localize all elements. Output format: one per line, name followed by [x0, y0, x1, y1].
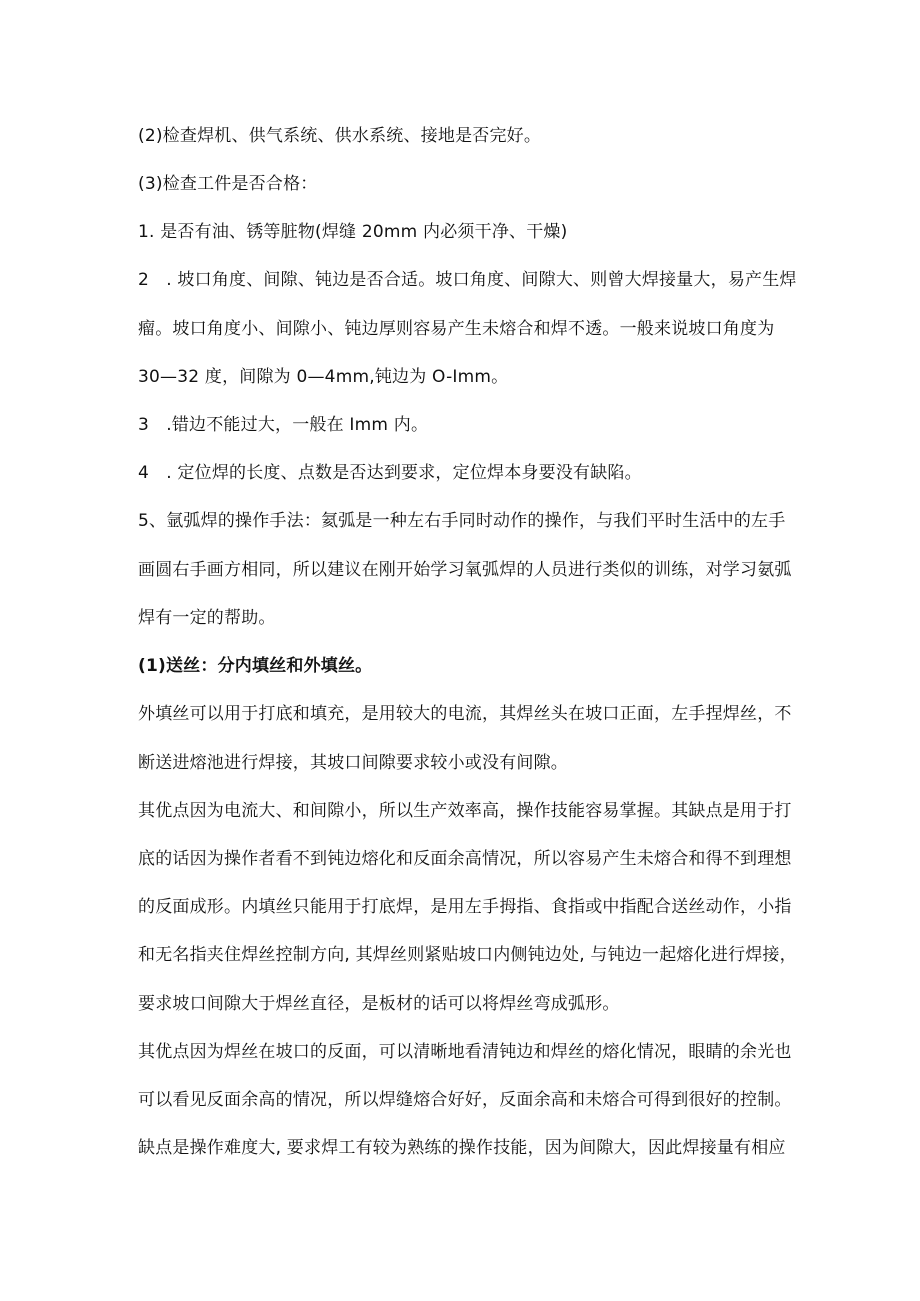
- text-line-internal-advantages-cont: 可以看见反面余高的情况，所以焊缝熔合好好，反面余高和未熔合可得到很好的控制。: [138, 1090, 792, 1110]
- text-line-internal-fill: 的反面成形。内填丝只能用于打底焊，是用左手拇指、食指或中指配合送丝动作，小指: [138, 897, 792, 917]
- subheading-wire-feed: (1)送丝：分内填丝和外填丝。: [138, 656, 373, 676]
- text-line-item-1: 1. 是否有油、锈等脏物(焊缝 20mm 内必须干净、干燥): [138, 222, 568, 242]
- text-line-check-workpiece: (3)检查工件是否合格：: [138, 174, 318, 194]
- text-line-internal-fill-cont: 和无名指夹住焊丝控制方向, 其焊丝则紧贴坡口内侧钝边处, 与钝边一起熔化进行焊接，: [138, 945, 797, 965]
- text-line-item-2-cont: 瘤。坡口角度小、间隙小、钝边厚则容易产生未熔合和焊不透。一般来说坡口角度为: [138, 319, 775, 339]
- text-line-advantages: 其优点因为电流大、和间隙小，所以生产效率高，操作技能容易掌握。其缺点是用于打: [138, 801, 792, 821]
- text-line-disadvantages: 缺点是操作难度大, 要求焊工有较为熟练的操作技能，因为间隙大，因此焊接量有相应: [138, 1138, 786, 1158]
- text-line-internal-fill-cont: 要求坡口间隙大于焊丝直径，是板材的话可以将焊丝弯成弧形。: [138, 994, 620, 1014]
- text-line-item-2-cont: 30—32 度，间隙为 0—4mm,钝边为 O-Imm。: [138, 367, 509, 387]
- text-line-external-fill: 外填丝可以用于打底和填充，是用较大的电流，其焊丝头在坡口正面，左手捏焊丝，不: [138, 704, 792, 724]
- text-line-advantages-cont: 底的话因为操作者看不到钝边熔化和反面余高情况，所以容易产生未熔合和得不到理想: [138, 849, 792, 869]
- text-line-section-5: 5、氩弧焊的操作手法：氦弧是一种左右手同时动作的操作，与我们平时生活中的左手: [138, 511, 786, 531]
- text-line-section-5-cont: 焊有一定的帮助。: [138, 608, 276, 628]
- text-line-item-4: 4 . 定位焊的长度、点数是否达到要求，定位焊本身要没有缺陷。: [138, 463, 642, 483]
- text-line-check-welder: (2)检查焊机、供气系统、供水系统、接地是否完好。: [138, 126, 542, 146]
- text-line-item-2: 2 . 坡口角度、间隙、钝边是否合适。坡口角度、间隙大、则曾大焊接量大，易产生焊: [138, 270, 797, 290]
- text-line-internal-advantages: 其优点因为焊丝在坡口的反面，可以清晰地看清钝边和焊丝的熔化情况，眼睛的余光也: [138, 1042, 792, 1062]
- text-line-external-fill-cont: 断送进熔池进行焊接，其坡口间隙要求较小或没有间隙。: [138, 753, 568, 773]
- text-line-section-5-cont: 画圆右手画方相同，所以建议在刚开始学习氧弧焊的人员进行类似的训练，对学习氨弧: [138, 560, 792, 580]
- text-line-item-3: 3 .错边不能过大，一般在 Imm 内。: [138, 415, 429, 435]
